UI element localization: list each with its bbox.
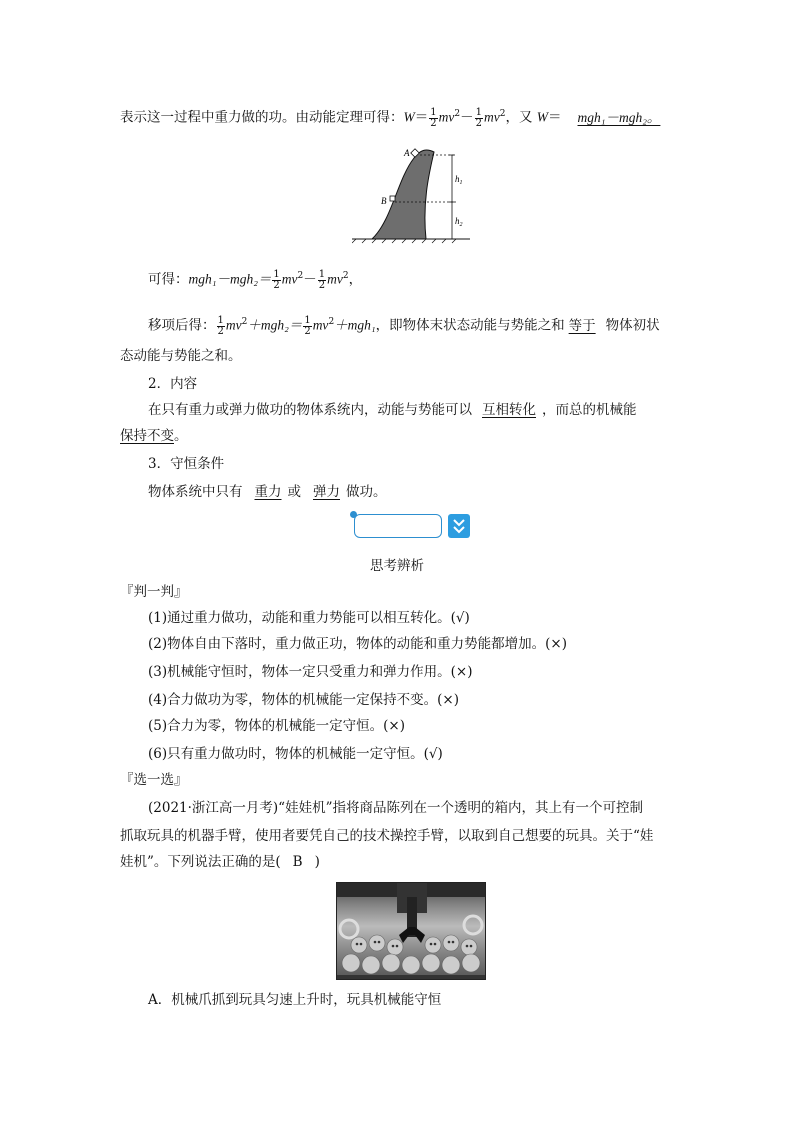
section-3-text	[148, 482, 387, 502]
text-span: 或	[287, 484, 301, 500]
answer-blank: 保持不变	[120, 428, 174, 444]
text-span: 物体系统中只有	[148, 484, 243, 500]
text-span: ＝	[548, 109, 562, 126]
frac-den: 2	[273, 279, 280, 291]
judge-item: (3)机械能守恒时，物体一定只受重力和弹力作用。(×)	[148, 664, 473, 680]
text-line-1	[120, 104, 664, 129]
section-badge	[354, 514, 442, 538]
text-span: 表示这一过程中重力做的功。由动能定理可得：	[120, 109, 404, 126]
text-span: ＝	[414, 109, 429, 126]
judge-item: (1)通过重力做功，动能和重力势能可以相互转化。(√)	[148, 610, 470, 626]
text-span: 物体初状	[605, 317, 660, 334]
fraction-half	[475, 108, 483, 129]
chevron-double-down-icon	[448, 514, 470, 538]
choose-heading: 『选一选』	[120, 772, 188, 788]
slope-figure	[352, 140, 472, 244]
question-line-1: (2021·浙江高一月考)“娃娃机”指将商品陈列在一个透明的箱内，其上有一个可控制	[148, 800, 643, 816]
fraction-half	[429, 108, 437, 129]
label-A: A	[404, 148, 410, 158]
section-2-title: 2．内容	[148, 376, 198, 392]
fraction-half	[318, 270, 326, 291]
frac-den: 2	[475, 117, 482, 129]
var-mv: mv	[281, 271, 298, 287]
sup-2: 2	[499, 109, 506, 119]
text-line-3b: 态动能与势能之和。	[120, 348, 242, 364]
sup-2: 2	[342, 271, 349, 281]
judge-item: (2)物体自由下落时，重力做正功，物体的动能和重力势能都增加。(×)	[148, 636, 567, 652]
sup-2: 2	[241, 317, 248, 327]
answer-blank: 重力	[254, 484, 282, 500]
text-span: 娃机”。下列说法正确的是(	[120, 854, 281, 870]
section-title: 思考辨析	[370, 558, 424, 574]
math-span: ＋mgh₁	[334, 317, 376, 333]
frac-den: 2	[217, 325, 224, 337]
text-span: 移项后得：	[148, 317, 216, 334]
text-span: 可得：	[148, 271, 189, 288]
sup-2: 2	[328, 317, 335, 327]
var-mv: mv	[225, 317, 242, 333]
label-h2: $h_2$	[455, 216, 463, 228]
math-span: ＋mgh₂＝	[247, 317, 303, 333]
text-line-3	[148, 312, 660, 337]
frac-num: 1	[217, 314, 224, 326]
frac-num: 1	[318, 268, 326, 280]
expand-button[interactable]	[448, 514, 470, 538]
judge-heading: 『判一判』	[120, 584, 188, 600]
judge-item: (4)合力做功为零，物体的机械能一定保持不变。(×)	[148, 692, 459, 708]
label-h1: $h_1$	[455, 174, 463, 186]
text-span: 。	[174, 428, 188, 444]
text-span: ，又	[505, 109, 537, 126]
fraction-half	[217, 316, 225, 337]
frac-den: 2	[318, 279, 326, 291]
frac-den: 2	[430, 117, 437, 129]
judge-item: (6)只有重力做功时，物体的机械能一定守恒。(√)	[148, 746, 443, 762]
section-2-text	[148, 400, 637, 420]
answer-letter: B	[292, 854, 303, 870]
text-line-2	[148, 266, 362, 291]
text-span: 在只有重力或弹力做功的物体系统内，动能与势能可以	[148, 402, 472, 418]
var-mv: mv	[438, 109, 455, 125]
frac-den: 2	[304, 325, 311, 337]
var-W: W	[403, 109, 415, 125]
text-span: 做功。	[346, 484, 387, 500]
question-line-3	[120, 852, 320, 872]
var-mv: mv	[312, 317, 329, 333]
frac-num: 1	[430, 106, 437, 118]
math-span: mgh₁－mgh₂＝	[188, 271, 272, 287]
sup-2: 2	[454, 109, 461, 119]
answer-blank: 互相转化	[482, 402, 536, 418]
fraction-half	[272, 270, 280, 291]
text-span: ，而总的机械能	[542, 402, 637, 418]
sup-2: 2	[297, 271, 304, 281]
option-A: A．机械爪抓到玩具匀速上升时，玩具机械能守恒	[148, 992, 442, 1008]
var-mv: mv	[327, 271, 343, 287]
answer-blank: 弹力	[313, 484, 340, 500]
label-B: B	[381, 196, 387, 206]
text-span: －	[303, 271, 317, 288]
frac-num: 1	[304, 314, 311, 326]
var-W: W	[536, 109, 549, 125]
section-2-text-2	[120, 426, 188, 446]
var-mv: mv	[483, 109, 500, 125]
text-span: ，即物体末状态动能与势能之和	[375, 317, 565, 334]
question-line-2: 抓取玩具的机器手臂，使用者要凭自己的技术操控手臂，以取到自己想要的玩具。关于“娃	[120, 828, 654, 844]
claw-machine-image	[337, 883, 485, 979]
judge-item: (5)合力为零，物体的机械能一定守恒。(×)	[148, 718, 405, 734]
slope-shape	[372, 150, 434, 239]
claw-machine-photo	[336, 882, 486, 980]
text-span: )	[314, 854, 320, 870]
fraction-half	[303, 316, 311, 337]
answer-blank: 等于	[568, 317, 596, 334]
ground-hatch	[352, 239, 456, 243]
section-3-title: 3．守恒条件	[148, 456, 225, 472]
block-B	[390, 196, 395, 201]
text-span: －	[460, 109, 474, 126]
frac-num: 1	[475, 106, 482, 118]
frac-num: 1	[273, 268, 280, 280]
text-span: ，	[348, 271, 363, 288]
answer-blank: mgh₁－mgh₂。	[577, 109, 661, 125]
